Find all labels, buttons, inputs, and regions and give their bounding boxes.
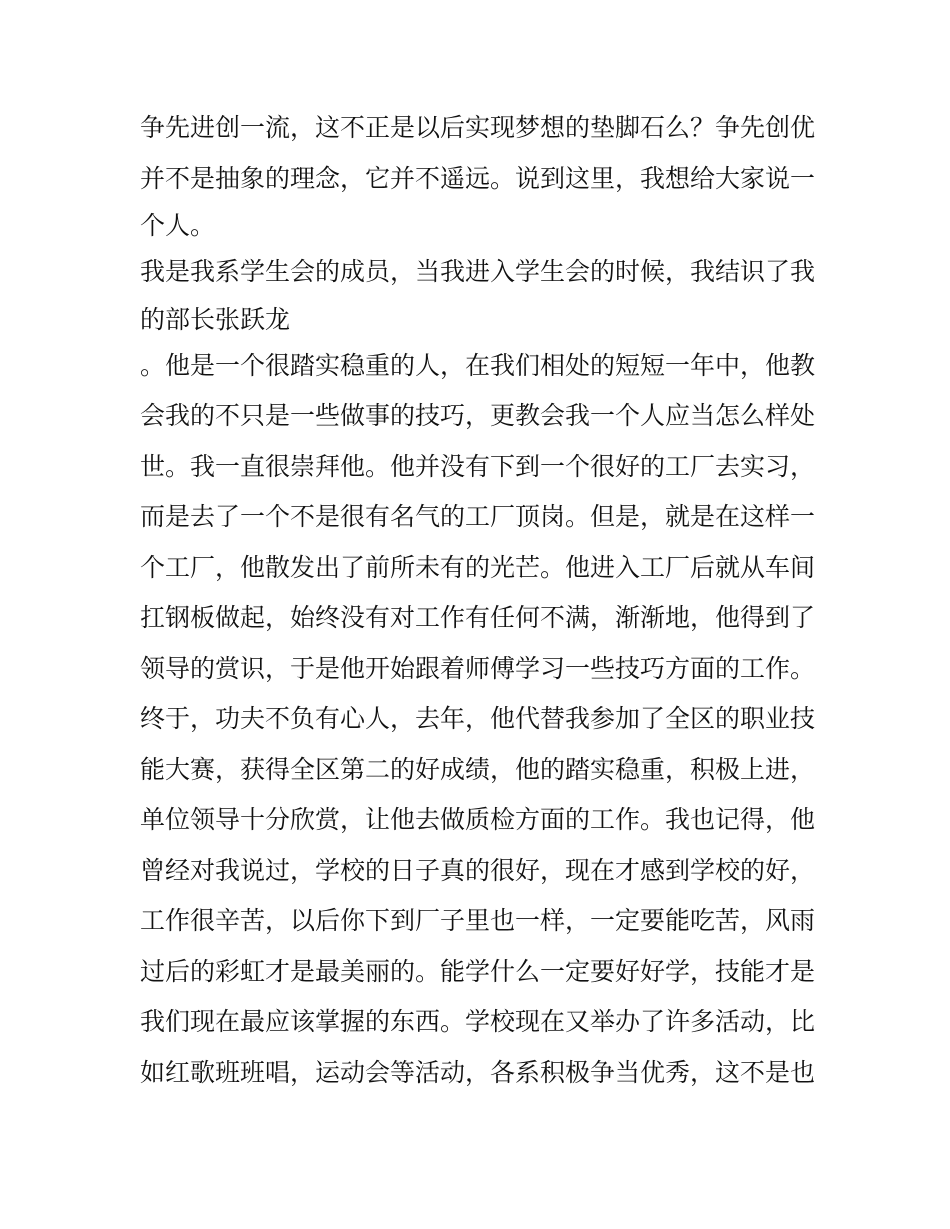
text-line: 而是去了一个不是很有名气的工厂顶岗。但是，就是在这样一	[140, 502, 816, 531]
text-line: 个工厂，他散发出了前所未有的光芒。他进入工厂后就从车间	[140, 552, 816, 582]
text-line: 扛钢板做起，始终没有对工作有任何不满，渐渐地，他得到了	[140, 603, 816, 632]
text-line: 并不是抽象的理念，它并不遥远。说到这里，我想给大家说一	[140, 163, 816, 193]
text-line: 领导的赏识，于是他开始跟着师傅学习一些技巧方面的工作。	[140, 653, 816, 683]
text-line: 终于，功夫不负有心人，去年，他代替我参加了全区的职业技	[140, 704, 816, 733]
text-line: 世。我一直很崇拜他。他并没有下到一个很好的工厂去实习，	[140, 451, 816, 481]
text-line: 如红歌班班唱，运动会等活动，各系积极争当优秀，这不是也	[140, 1057, 816, 1087]
text-line: 我是我系学生会的成员，当我进入学生会的时候，我结识了我	[140, 257, 816, 286]
text-line: 争先进创一流，这不正是以后实现梦想的垫脚石么？争先创优	[140, 113, 816, 142]
text-line: 会我的不只是一些做事的技巧，更教会我一个人应当怎么样处	[140, 401, 816, 430]
text-line: 单位领导十分欣赏，让他去做质检方面的工作。我也记得，他	[140, 805, 816, 834]
text-line: 个人。	[140, 211, 216, 240]
text-line: 的部长张跃龙	[140, 304, 291, 334]
text-line: 。他是一个很踏实稳重的人，在我们相处的短短一年中，他教	[140, 350, 816, 380]
text-line: 曾经对我说过，学校的日子真的很好，现在才感到学校的好，	[140, 855, 816, 885]
text-line: 工作很辛苦，以后你下到厂子里也一样，一定要能吃苦，风雨	[140, 906, 816, 935]
text-line: 我们现在最应该掌握的东西。学校现在又举办了许多活动，比	[140, 1007, 816, 1036]
text-line: 过后的彩虹才是最美丽的。能学什么一定要好好学，技能才是	[140, 956, 816, 986]
body-text	[140, 103, 820, 1098]
text-line: 能大赛，获得全区第二的好成绩，他的踏实稳重，积极上进，	[140, 754, 816, 784]
